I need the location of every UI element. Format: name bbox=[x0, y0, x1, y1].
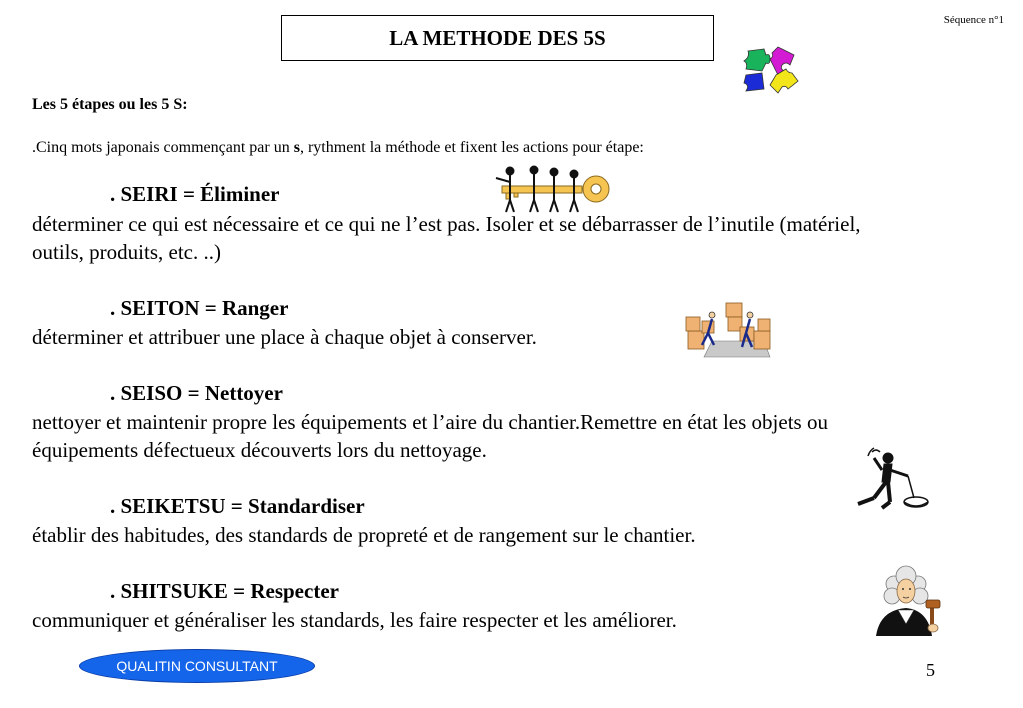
step-description-seiketsu: établir des habitudes, des standards de propreté et de rangement sur le chantier. bbox=[32, 523, 696, 547]
judge-gavel-clipart-icon bbox=[870, 564, 946, 638]
section-subtitle: Les 5 étapes ou les 5 S: bbox=[32, 96, 188, 113]
intro-text-before: .Cinq mots japonais commençant par un bbox=[32, 139, 294, 156]
sequence-label: Séquence n°1 bbox=[943, 14, 1004, 26]
page-title: LA METHODE DES 5S bbox=[281, 15, 714, 61]
boxes-workers-clipart-icon bbox=[684, 297, 778, 359]
puzzle-logo-icon bbox=[742, 45, 802, 95]
step-description-seiso: nettoyer et maintenir propre les équipements et l’aire du chantier.Remettre en état les objets ou équipements défectueux découverts lors du nettoyage. bbox=[32, 410, 828, 462]
intro-text-after: , rythment la méthode et fixent les actions pour étape: bbox=[299, 139, 644, 156]
step-heading-seiketsu: . SEIKETSU = Standardiser bbox=[110, 494, 365, 518]
key-people-clipart-icon bbox=[492, 164, 612, 216]
step-heading-seiri: . SEIRI = Éliminer bbox=[110, 182, 280, 206]
step-description-seiri: déterminer ce qui est nécessaire et ce qui ne l’est pas. Isoler et se débarrasser de l’inutile (matériel, outils, produits, etc. ..) bbox=[32, 212, 861, 264]
floor-polisher-clipart-icon bbox=[852, 446, 930, 512]
intro-text-bold: s bbox=[293, 139, 300, 156]
step-description-shitsuke: communiquer et généraliser les standards, les faire respecter et les améliorer. bbox=[32, 608, 677, 632]
consultant-badge: QUALITIN CONSULTANT bbox=[79, 649, 315, 683]
step-heading-seiton: . SEITON = Ranger bbox=[110, 296, 289, 320]
step-heading-seiso: . SEISO = Nettoyer bbox=[110, 381, 283, 405]
step-description-seiton: déterminer et attribuer une place à chaque objet à conserver. bbox=[32, 325, 537, 349]
step-heading-shitsuke: . SHITSUKE = Respecter bbox=[110, 579, 339, 603]
intro-paragraph bbox=[32, 139, 644, 157]
page-number: 5 bbox=[926, 660, 935, 680]
